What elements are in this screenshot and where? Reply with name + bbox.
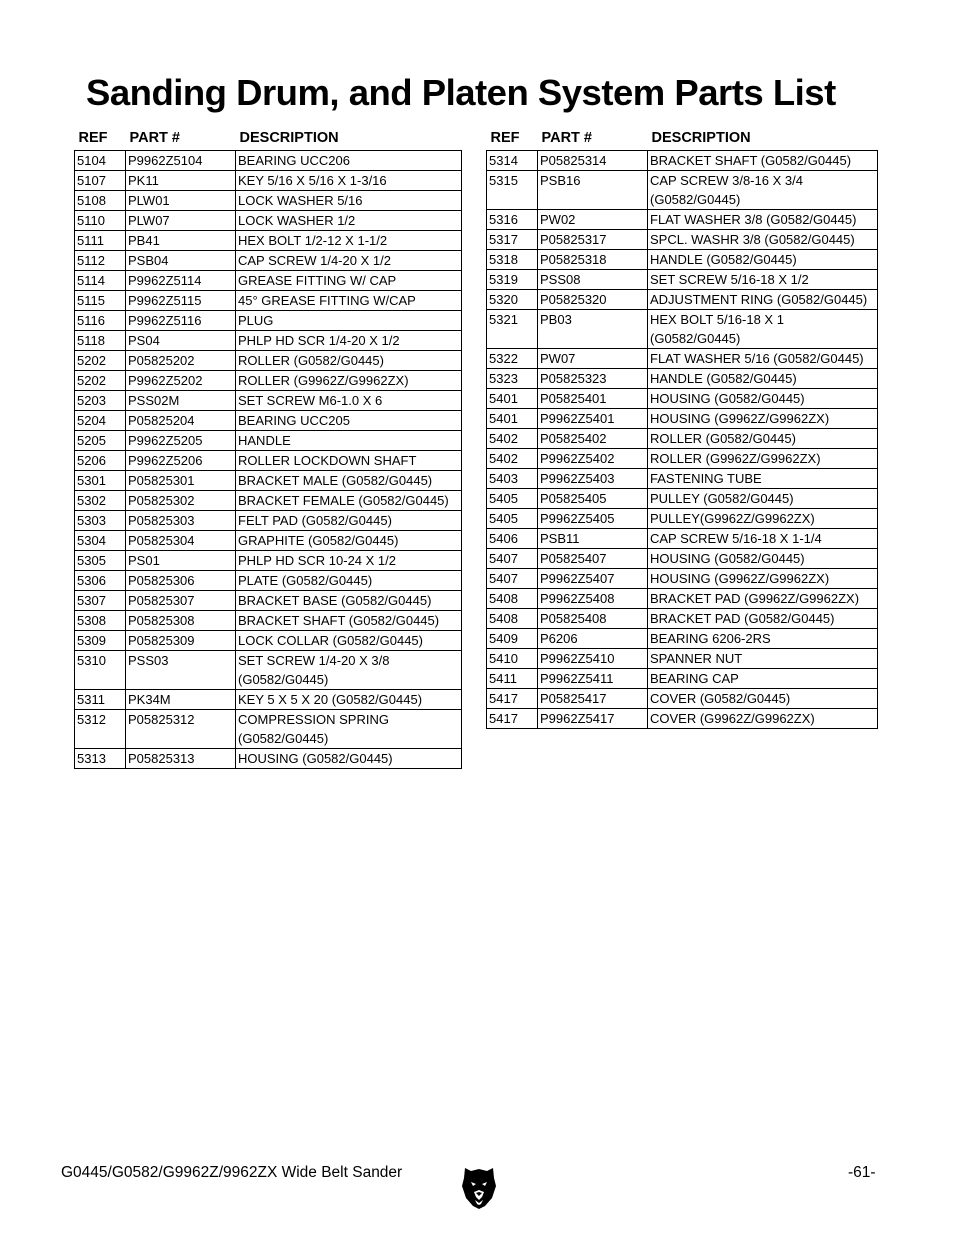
- table-row: [487, 549, 878, 569]
- table-row: [487, 669, 878, 689]
- table-row: [75, 690, 462, 710]
- ref-cell: 5315: [487, 171, 538, 210]
- ref-cell: 5407: [487, 549, 538, 569]
- ref-cell: 5405: [487, 489, 538, 509]
- part-column-header: PART #: [541, 130, 592, 146]
- part-number-cell: PSB16: [538, 171, 648, 210]
- part-number-cell: P6206: [538, 629, 648, 649]
- table-row: [75, 431, 462, 451]
- part-number-cell: PB41: [126, 231, 236, 251]
- part-column-header: PART #: [129, 130, 180, 146]
- ref-cell: 5301: [75, 471, 126, 491]
- part-number-cell: P9962Z5401: [538, 409, 648, 429]
- description-cell: ROLLER (G0582/G0445): [648, 429, 878, 449]
- table-row: [75, 531, 462, 551]
- table-row: [75, 391, 462, 411]
- description-cell: 45° GREASE FITTING W/CAP: [236, 291, 462, 311]
- part-number-cell: P9962Z5405: [538, 509, 648, 529]
- description-cell: BRACKET SHAFT (G0582/G0445): [648, 151, 878, 171]
- table-row: [75, 311, 462, 331]
- bear-head-logo-icon: [459, 1162, 499, 1210]
- part-number-cell: P9962Z5403: [538, 469, 648, 489]
- ref-cell: 5417: [487, 689, 538, 709]
- ref-cell: 5202: [75, 351, 126, 371]
- ref-cell: 5313: [75, 749, 126, 769]
- ref-cell: 5402: [487, 429, 538, 449]
- part-number-cell: PW02: [538, 210, 648, 230]
- description-cell: BEARING UCC206: [236, 151, 462, 171]
- description-cell: FLAT WASHER 5/16 (G0582/G0445): [648, 349, 878, 369]
- part-number-cell: PK34M: [126, 690, 236, 710]
- part-number-cell: P9962Z5402: [538, 449, 648, 469]
- footer-model-text: G0445/G0582/G9962Z/9962ZX Wide Belt Sander: [61, 1164, 403, 1181]
- table-row: [75, 231, 462, 251]
- part-number-cell: P05825312: [126, 710, 236, 749]
- table-row: [487, 250, 878, 270]
- table-row: [487, 310, 878, 349]
- description-cell: PHLP HD SCR 1/4-20 X 1/2: [236, 331, 462, 351]
- table-row: [75, 371, 462, 391]
- ref-cell: 5309: [75, 631, 126, 651]
- part-number-cell: P9962Z5411: [538, 669, 648, 689]
- table-row: [487, 449, 878, 469]
- table-row: [487, 429, 878, 449]
- table-row: [487, 589, 878, 609]
- table-row: [487, 409, 878, 429]
- part-number-cell: P9962Z5202: [126, 371, 236, 391]
- table-row: [487, 509, 878, 529]
- description-cell: KEY 5 X 5 X 20 (G0582/G0445): [236, 690, 462, 710]
- table-row: [487, 210, 878, 230]
- description-cell: HEX BOLT 5/16-18 X 1 (G0582/G0445): [648, 310, 878, 349]
- description-cell: SET SCREW M6-1.0 X 6: [236, 391, 462, 411]
- description-cell: HOUSING (G0582/G0445): [648, 389, 878, 409]
- table-row: [75, 451, 462, 471]
- description-cell: LOCK WASHER 5/16: [236, 191, 462, 211]
- table-row: [487, 569, 878, 589]
- table-row: [487, 151, 878, 171]
- part-number-cell: P05825309: [126, 631, 236, 651]
- part-number-cell: P05825402: [538, 429, 648, 449]
- part-number-cell: PSS08: [538, 270, 648, 290]
- ref-cell: 5305: [75, 551, 126, 571]
- ref-cell: 5302: [75, 491, 126, 511]
- ref-cell: 5307: [75, 591, 126, 611]
- page-title: Sanding Drum, and Platen System Parts List: [86, 72, 836, 113]
- description-cell: CAP SCREW 1/4-20 X 1/2: [236, 251, 462, 271]
- ref-cell: 5303: [75, 511, 126, 531]
- part-number-cell: P9962Z5104: [126, 151, 236, 171]
- table-row: [75, 631, 462, 651]
- table-row: [75, 591, 462, 611]
- ref-cell: 5321: [487, 310, 538, 349]
- ref-cell: 5410: [487, 649, 538, 669]
- description-cell: CAP SCREW 3/8-16 X 3/4 (G0582/G0445): [648, 171, 878, 210]
- description-cell: KEY 5/16 X 5/16 X 1-3/16: [236, 171, 462, 191]
- parts-table-left-body: [75, 151, 462, 769]
- description-cell: ADJUSTMENT RING (G0582/G0445): [648, 290, 878, 310]
- table-row: [487, 270, 878, 290]
- ref-cell: 5320: [487, 290, 538, 310]
- ref-cell: 5405: [487, 509, 538, 529]
- table-row: [487, 290, 878, 310]
- description-cell: HANDLE (G0582/G0445): [648, 250, 878, 270]
- description-cell: BRACKET FEMALE (G0582/G0445): [236, 491, 462, 511]
- description-cell: BRACKET PAD (G0582/G0445): [648, 609, 878, 629]
- description-cell: BRACKET MALE (G0582/G0445): [236, 471, 462, 491]
- ref-cell: 5114: [75, 271, 126, 291]
- part-number-cell: P05825405: [538, 489, 648, 509]
- table-row: [487, 629, 878, 649]
- ref-cell: 5202: [75, 371, 126, 391]
- description-cell: PULLEY(G9962Z/G9962ZX): [648, 509, 878, 529]
- part-number-cell: P05825308: [126, 611, 236, 631]
- ref-cell: 5322: [487, 349, 538, 369]
- description-cell: GRAPHITE (G0582/G0445): [236, 531, 462, 551]
- part-number-cell: PLW07: [126, 211, 236, 231]
- ref-cell: 5110: [75, 211, 126, 231]
- description-cell: COMPRESSION SPRING (G0582/G0445): [236, 710, 462, 749]
- ref-cell: 5402: [487, 449, 538, 469]
- ref-cell: 5406: [487, 529, 538, 549]
- description-cell: ROLLER (G0582/G0445): [236, 351, 462, 371]
- description-cell: HOUSING (G9962Z/G9962ZX): [648, 409, 878, 429]
- ref-cell: 5204: [75, 411, 126, 431]
- ref-cell: 5312: [75, 710, 126, 749]
- description-column-header: DESCRIPTION: [651, 130, 751, 146]
- description-cell: COVER (G9962Z/G9962ZX): [648, 709, 878, 729]
- ref-cell: 5118: [75, 331, 126, 351]
- description-cell: COVER (G0582/G0445): [648, 689, 878, 709]
- part-number-cell: P05825407: [538, 549, 648, 569]
- table-row: [75, 611, 462, 631]
- ref-cell: 5319: [487, 270, 538, 290]
- table-row: [75, 411, 462, 431]
- part-number-cell: P9962Z5116: [126, 311, 236, 331]
- description-cell: ROLLER LOCKDOWN SHAFT: [236, 451, 462, 471]
- table-row: [487, 529, 878, 549]
- part-number-cell: PS04: [126, 331, 236, 351]
- ref-cell: 5318: [487, 250, 538, 270]
- description-cell: LOCK WASHER 1/2: [236, 211, 462, 231]
- table-row: [487, 489, 878, 509]
- description-cell: SET SCREW 1/4-20 X 3/8 (G0582/G0445): [236, 651, 462, 690]
- table-row: [487, 171, 878, 210]
- part-number-cell: P9962Z5417: [538, 709, 648, 729]
- table-row: [487, 230, 878, 250]
- page-number: -61-: [848, 1164, 876, 1181]
- description-cell: SPCL. WASHR 3/8 (G0582/G0445): [648, 230, 878, 250]
- ref-cell: 5316: [487, 210, 538, 230]
- description-cell: SPANNER NUT: [648, 649, 878, 669]
- ref-cell: 5323: [487, 369, 538, 389]
- ref-cell: 5308: [75, 611, 126, 631]
- table-row: [487, 469, 878, 489]
- description-cell: BEARING CAP: [648, 669, 878, 689]
- description-column-header: DESCRIPTION: [239, 130, 339, 146]
- ref-cell: 5107: [75, 171, 126, 191]
- table-row: [75, 651, 462, 690]
- table-row: [75, 211, 462, 231]
- part-number-cell: P9962Z5205: [126, 431, 236, 451]
- part-number-cell: P05825202: [126, 351, 236, 371]
- description-cell: HOUSING (G0582/G0445): [648, 549, 878, 569]
- table-row: [75, 351, 462, 371]
- description-cell: LOCK COLLAR (G0582/G0445): [236, 631, 462, 651]
- part-number-cell: P05825204: [126, 411, 236, 431]
- ref-cell: 5206: [75, 451, 126, 471]
- table-row: [487, 609, 878, 629]
- description-cell: PHLP HD SCR 10-24 X 1/2: [236, 551, 462, 571]
- description-cell: BEARING 6206-2RS: [648, 629, 878, 649]
- description-cell: PLUG: [236, 311, 462, 331]
- description-cell: FELT PAD (G0582/G0445): [236, 511, 462, 531]
- description-cell: SET SCREW 5/16-18 X 1/2: [648, 270, 878, 290]
- part-number-cell: P9962Z5115: [126, 291, 236, 311]
- parts-table-left: [74, 128, 462, 769]
- ref-cell: 5317: [487, 230, 538, 250]
- ref-cell: 5411: [487, 669, 538, 689]
- part-number-cell: PW07: [538, 349, 648, 369]
- ref-cell: 5115: [75, 291, 126, 311]
- ref-cell: 5311: [75, 690, 126, 710]
- ref-cell: 5401: [487, 409, 538, 429]
- ref-cell: 5112: [75, 251, 126, 271]
- ref-cell: 5408: [487, 589, 538, 609]
- ref-cell: 5108: [75, 191, 126, 211]
- part-number-cell: PSB04: [126, 251, 236, 271]
- table-row: [487, 349, 878, 369]
- ref-cell: 5408: [487, 609, 538, 629]
- table-row: [75, 291, 462, 311]
- ref-cell: 5304: [75, 531, 126, 551]
- description-cell: CAP SCREW 5/16-18 X 1-1/4: [648, 529, 878, 549]
- table-row: [75, 471, 462, 491]
- part-number-cell: PSB11: [538, 529, 648, 549]
- table-row: [75, 151, 462, 171]
- table-row: [75, 331, 462, 351]
- part-number-cell: P05825401: [538, 389, 648, 409]
- part-number-cell: P05825302: [126, 491, 236, 511]
- part-number-cell: P9962Z5206: [126, 451, 236, 471]
- part-number-cell: P05825304: [126, 531, 236, 551]
- part-number-cell: PB03: [538, 310, 648, 349]
- parts-table-right-body: [487, 151, 878, 729]
- table-row: [487, 649, 878, 669]
- ref-cell: 5205: [75, 431, 126, 451]
- table-row: [75, 571, 462, 591]
- ref-column-header: REF: [490, 130, 520, 146]
- part-number-cell: P9962Z5408: [538, 589, 648, 609]
- description-cell: HOUSING (G0582/G0445): [236, 749, 462, 769]
- table-row: [75, 749, 462, 769]
- part-number-cell: P05825303: [126, 511, 236, 531]
- table-row: [487, 369, 878, 389]
- table-row: [75, 511, 462, 531]
- ref-column-header: REF: [78, 130, 108, 146]
- table-row: [487, 689, 878, 709]
- description-cell: ROLLER (G9962Z/G9962ZX): [236, 371, 462, 391]
- description-cell: ROLLER (G9962Z/G9962ZX): [648, 449, 878, 469]
- part-number-cell: PLW01: [126, 191, 236, 211]
- part-number-cell: P9962Z5407: [538, 569, 648, 589]
- table-row: [487, 709, 878, 729]
- part-number-cell: PSS02M: [126, 391, 236, 411]
- description-cell: BRACKET PAD (G9962Z/G9962ZX): [648, 589, 878, 609]
- part-number-cell: P05825317: [538, 230, 648, 250]
- description-cell: HANDLE: [236, 431, 462, 451]
- ref-cell: 5417: [487, 709, 538, 729]
- ref-cell: 5104: [75, 151, 126, 171]
- description-cell: FASTENING TUBE: [648, 469, 878, 489]
- part-number-cell: P05825318: [538, 250, 648, 270]
- ref-cell: 5116: [75, 311, 126, 331]
- ref-cell: 5409: [487, 629, 538, 649]
- table-row: [75, 171, 462, 191]
- part-number-cell: P9962Z5410: [538, 649, 648, 669]
- part-number-cell: P05825313: [126, 749, 236, 769]
- ref-cell: 5306: [75, 571, 126, 591]
- parts-table-right: [486, 128, 878, 729]
- ref-cell: 5203: [75, 391, 126, 411]
- part-number-cell: P05825323: [538, 369, 648, 389]
- description-cell: PLATE (G0582/G0445): [236, 571, 462, 591]
- table-row: [75, 491, 462, 511]
- description-cell: HANDLE (G0582/G0445): [648, 369, 878, 389]
- description-cell: BRACKET SHAFT (G0582/G0445): [236, 611, 462, 631]
- ref-cell: 5401: [487, 389, 538, 409]
- table-row: [75, 271, 462, 291]
- table-row: [75, 551, 462, 571]
- part-number-cell: P05825320: [538, 290, 648, 310]
- table-header-row: [75, 128, 462, 151]
- part-number-cell: PS01: [126, 551, 236, 571]
- description-cell: HOUSING (G9962Z/G9962ZX): [648, 569, 878, 589]
- ref-cell: 5111: [75, 231, 126, 251]
- description-cell: BRACKET BASE (G0582/G0445): [236, 591, 462, 611]
- table-header-row: [487, 128, 878, 151]
- description-cell: BEARING UCC205: [236, 411, 462, 431]
- ref-cell: 5314: [487, 151, 538, 171]
- part-number-cell: PK11: [126, 171, 236, 191]
- part-number-cell: P05825314: [538, 151, 648, 171]
- ref-cell: 5403: [487, 469, 538, 489]
- ref-cell: 5407: [487, 569, 538, 589]
- table-row: [487, 389, 878, 409]
- table-row: [75, 251, 462, 271]
- ref-cell: 5310: [75, 651, 126, 690]
- table-row: [75, 191, 462, 211]
- part-number-cell: PSS03: [126, 651, 236, 690]
- description-cell: PULLEY (G0582/G0445): [648, 489, 878, 509]
- part-number-cell: P05825307: [126, 591, 236, 611]
- description-cell: FLAT WASHER 3/8 (G0582/G0445): [648, 210, 878, 230]
- part-number-cell: P05825417: [538, 689, 648, 709]
- table-row: [75, 710, 462, 749]
- part-number-cell: P9962Z5114: [126, 271, 236, 291]
- part-number-cell: P05825301: [126, 471, 236, 491]
- part-number-cell: P05825408: [538, 609, 648, 629]
- description-cell: GREASE FITTING W/ CAP: [236, 271, 462, 291]
- description-cell: HEX BOLT 1/2-12 X 1-1/2: [236, 231, 462, 251]
- part-number-cell: P05825306: [126, 571, 236, 591]
